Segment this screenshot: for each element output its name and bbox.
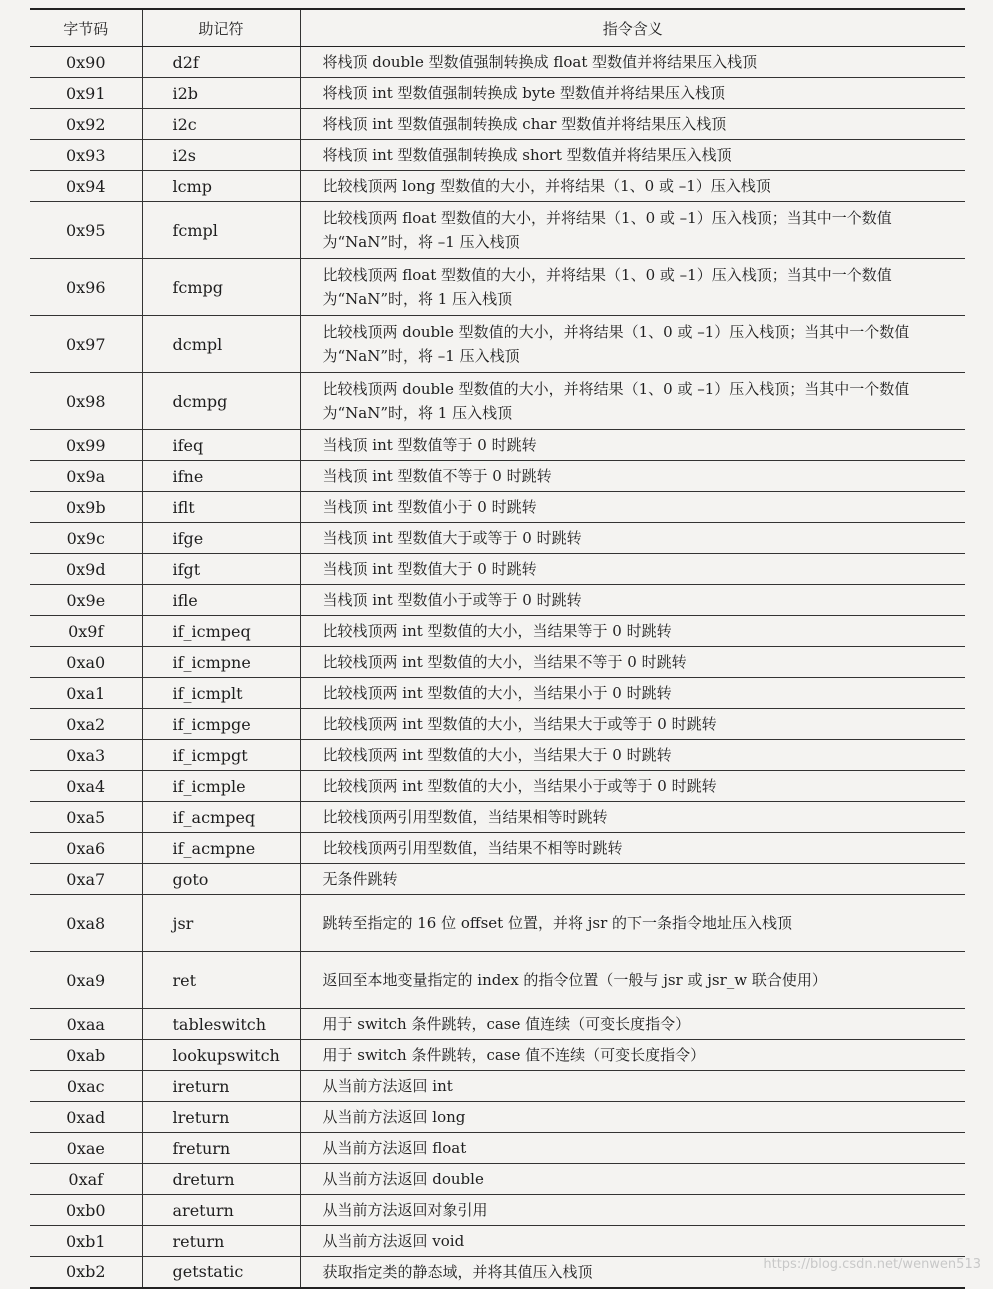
cell-code: 0xa2	[30, 709, 142, 740]
cell-code: 0xa6	[30, 833, 142, 864]
cell-code: 0x9c	[30, 523, 142, 554]
cell-code: 0xac	[30, 1071, 142, 1102]
cell-description: 用于 switch 条件跳转，case 值不连续（可变长度指令）	[300, 1040, 965, 1071]
table-row	[30, 771, 965, 802]
table-row	[30, 1226, 965, 1257]
cell-code: 0x96	[30, 259, 142, 316]
cell-code: 0xa1	[30, 678, 142, 709]
cell-mnemonic: if_icmplt	[142, 678, 300, 709]
table-row	[30, 740, 965, 771]
table-header	[30, 9, 965, 47]
cell-mnemonic: lookupswitch	[142, 1040, 300, 1071]
cell-code: 0x95	[30, 202, 142, 259]
cell-code: 0x9e	[30, 585, 142, 616]
bytecode-table-page	[30, 8, 965, 1289]
cell-mnemonic: if_icmpne	[142, 647, 300, 678]
cell-code: 0xb2	[30, 1257, 142, 1288]
cell-code: 0x94	[30, 171, 142, 202]
cell-mnemonic: ifle	[142, 585, 300, 616]
cell-mnemonic: fcmpg	[142, 259, 300, 316]
cell-mnemonic: if_acmpeq	[142, 802, 300, 833]
cell-code: 0xaf	[30, 1164, 142, 1195]
cell-mnemonic: return	[142, 1226, 300, 1257]
table-row	[30, 802, 965, 833]
table-row	[30, 952, 965, 1009]
cell-mnemonic: jsr	[142, 895, 300, 952]
cell-code: 0xa8	[30, 895, 142, 952]
table-row	[30, 647, 965, 678]
cell-code: 0x99	[30, 430, 142, 461]
bytecode-table	[30, 8, 965, 1289]
table-row	[30, 1071, 965, 1102]
cell-code: 0x9a	[30, 461, 142, 492]
table-row	[30, 1133, 965, 1164]
cell-mnemonic: areturn	[142, 1195, 300, 1226]
cell-mnemonic: getstatic	[142, 1257, 300, 1288]
cell-description: 比较栈顶两 double 型数值的大小，并将结果（1、0 或 –1）压入栈顶；当其中一个数值为“NaN”时，将 1 压入栈顶	[300, 373, 965, 430]
header-mnemonic: 助记符	[142, 9, 300, 47]
cell-code: 0xa9	[30, 952, 142, 1009]
cell-mnemonic: fcmpl	[142, 202, 300, 259]
cell-description: 比较栈顶两 long 型数值的大小，并将结果（1、0 或 –1）压入栈顶	[300, 171, 965, 202]
cell-code: 0x9f	[30, 616, 142, 647]
cell-description: 返回至本地变量指定的 index 的指令位置（一般与 jsr 或 jsr_w 联合使用）	[300, 952, 965, 1009]
cell-mnemonic: ifgt	[142, 554, 300, 585]
table-row	[30, 523, 965, 554]
table-row	[30, 140, 965, 171]
cell-mnemonic: d2f	[142, 47, 300, 78]
cell-mnemonic: dcmpg	[142, 373, 300, 430]
cell-mnemonic: ifge	[142, 523, 300, 554]
table-row	[30, 554, 965, 585]
cell-description: 从当前方法返回 void	[300, 1226, 965, 1257]
table-row	[30, 373, 965, 430]
cell-mnemonic: ifne	[142, 461, 300, 492]
cell-description: 从当前方法返回 long	[300, 1102, 965, 1133]
cell-description: 当栈顶 int 型数值大于或等于 0 时跳转	[300, 523, 965, 554]
table-row	[30, 1164, 965, 1195]
table-row	[30, 109, 965, 140]
cell-mnemonic: ifeq	[142, 430, 300, 461]
cell-description: 从当前方法返回 int	[300, 1071, 965, 1102]
cell-code: 0xa7	[30, 864, 142, 895]
cell-description: 比较栈顶两 int 型数值的大小，当结果小于 0 时跳转	[300, 678, 965, 709]
table-row	[30, 492, 965, 523]
table-row	[30, 202, 965, 259]
cell-code: 0xa3	[30, 740, 142, 771]
cell-mnemonic: dreturn	[142, 1164, 300, 1195]
cell-description: 当栈顶 int 型数值小于 0 时跳转	[300, 492, 965, 523]
cell-mnemonic: if_icmple	[142, 771, 300, 802]
table-row	[30, 1040, 965, 1071]
cell-mnemonic: i2s	[142, 140, 300, 171]
table-body	[30, 47, 965, 1288]
cell-description: 比较栈顶两 int 型数值的大小，当结果等于 0 时跳转	[300, 616, 965, 647]
cell-code: 0xb1	[30, 1226, 142, 1257]
cell-mnemonic: if_icmpeq	[142, 616, 300, 647]
watermark: https://blog.csdn.net/wenwen513	[763, 1257, 981, 1272]
cell-description: 从当前方法返回对象引用	[300, 1195, 965, 1226]
cell-description: 比较栈顶两 double 型数值的大小，并将结果（1、0 或 –1）压入栈顶；当其中一个数值为“NaN”时，将 –1 压入栈顶	[300, 316, 965, 373]
cell-code: 0xa0	[30, 647, 142, 678]
cell-description: 比较栈顶两 int 型数值的大小，当结果小于或等于 0 时跳转	[300, 771, 965, 802]
cell-code: 0x97	[30, 316, 142, 373]
table-row	[30, 709, 965, 740]
cell-code: 0xaa	[30, 1009, 142, 1040]
cell-mnemonic: if_acmpne	[142, 833, 300, 864]
cell-mnemonic: lcmp	[142, 171, 300, 202]
cell-description: 将栈顶 double 型数值强制转换成 float 型数值并将结果压入栈顶	[300, 47, 965, 78]
cell-description: 从当前方法返回 double	[300, 1164, 965, 1195]
cell-mnemonic: iflt	[142, 492, 300, 523]
cell-description: 比较栈顶两 float 型数值的大小，并将结果（1、0 或 –1）压入栈顶；当其中一个数值为“NaN”时，将 –1 压入栈顶	[300, 202, 965, 259]
cell-mnemonic: ret	[142, 952, 300, 1009]
table-row	[30, 585, 965, 616]
cell-code: 0x90	[30, 47, 142, 78]
cell-code: 0x91	[30, 78, 142, 109]
cell-description: 比较栈顶两 int 型数值的大小，当结果大于或等于 0 时跳转	[300, 709, 965, 740]
cell-code: 0xa5	[30, 802, 142, 833]
cell-code: 0x92	[30, 109, 142, 140]
cell-description: 获取指定类的静态域，并将其值压入栈顶	[300, 1257, 965, 1288]
header-meaning: 指令含义	[300, 9, 965, 47]
cell-mnemonic: i2c	[142, 109, 300, 140]
cell-mnemonic: if_icmpge	[142, 709, 300, 740]
table-row	[30, 47, 965, 78]
cell-description: 比较栈顶两引用型数值，当结果不相等时跳转	[300, 833, 965, 864]
cell-description: 从当前方法返回 float	[300, 1133, 965, 1164]
cell-description: 当栈顶 int 型数值小于或等于 0 时跳转	[300, 585, 965, 616]
cell-mnemonic: ireturn	[142, 1071, 300, 1102]
table-row	[30, 171, 965, 202]
cell-description: 比较栈顶两 int 型数值的大小，当结果不等于 0 时跳转	[300, 647, 965, 678]
cell-description: 将栈顶 int 型数值强制转换成 short 型数值并将结果压入栈顶	[300, 140, 965, 171]
cell-code: 0x9b	[30, 492, 142, 523]
header-code: 字节码	[30, 9, 142, 47]
table-row	[30, 316, 965, 373]
cell-description: 跳转至指定的 16 位 offset 位置，并将 jsr 的下一条指令地址压入栈顶	[300, 895, 965, 952]
cell-description: 将栈顶 int 型数值强制转换成 byte 型数值并将结果压入栈顶	[300, 78, 965, 109]
cell-code: 0xb0	[30, 1195, 142, 1226]
table-row	[30, 833, 965, 864]
cell-code: 0x9d	[30, 554, 142, 585]
table-row	[30, 461, 965, 492]
table-row	[30, 78, 965, 109]
cell-mnemonic: i2b	[142, 78, 300, 109]
cell-description: 当栈顶 int 型数值不等于 0 时跳转	[300, 461, 965, 492]
cell-mnemonic: dcmpl	[142, 316, 300, 373]
cell-code: 0x93	[30, 140, 142, 171]
table-row	[30, 678, 965, 709]
cell-code: 0xae	[30, 1133, 142, 1164]
table-row	[30, 430, 965, 461]
table-row	[30, 616, 965, 647]
table-row	[30, 259, 965, 316]
cell-description: 比较栈顶两 int 型数值的大小，当结果大于 0 时跳转	[300, 740, 965, 771]
cell-code: 0xad	[30, 1102, 142, 1133]
cell-mnemonic: freturn	[142, 1133, 300, 1164]
cell-description: 将栈顶 int 型数值强制转换成 char 型数值并将结果压入栈顶	[300, 109, 965, 140]
table-row	[30, 895, 965, 952]
cell-mnemonic: lreturn	[142, 1102, 300, 1133]
table-row	[30, 1102, 965, 1133]
cell-description: 当栈顶 int 型数值等于 0 时跳转	[300, 430, 965, 461]
cell-code: 0xab	[30, 1040, 142, 1071]
cell-mnemonic: if_icmpgt	[142, 740, 300, 771]
table-row	[30, 864, 965, 895]
table-row	[30, 1195, 965, 1226]
cell-description: 当栈顶 int 型数值大于 0 时跳转	[300, 554, 965, 585]
cell-description: 用于 switch 条件跳转，case 值连续（可变长度指令）	[300, 1009, 965, 1040]
cell-description: 无条件跳转	[300, 864, 965, 895]
cell-mnemonic: goto	[142, 864, 300, 895]
cell-mnemonic: tableswitch	[142, 1009, 300, 1040]
cell-code: 0xa4	[30, 771, 142, 802]
table-row	[30, 1009, 965, 1040]
cell-description: 比较栈顶两 float 型数值的大小，并将结果（1、0 或 –1）压入栈顶；当其中一个数值为“NaN”时，将 1 压入栈顶	[300, 259, 965, 316]
cell-code: 0x98	[30, 373, 142, 430]
cell-description: 比较栈顶两引用型数值，当结果相等时跳转	[300, 802, 965, 833]
